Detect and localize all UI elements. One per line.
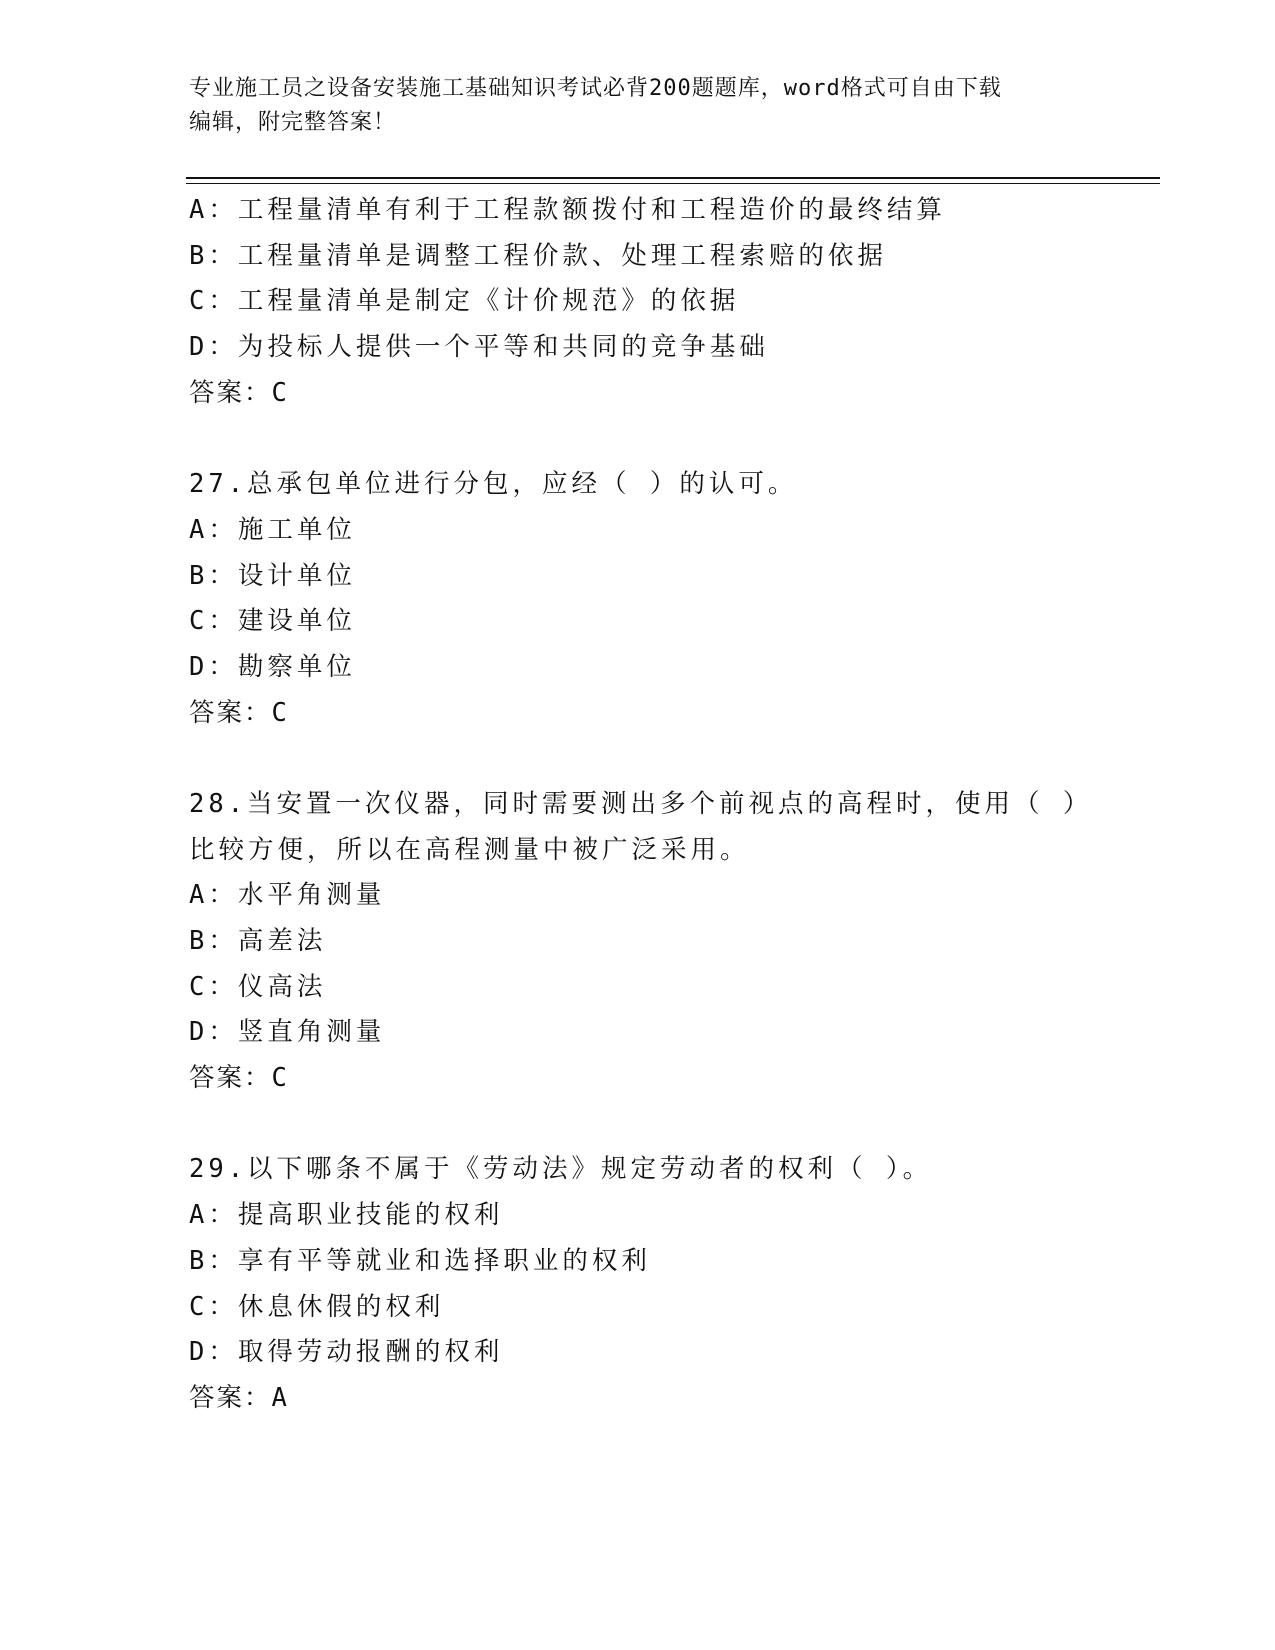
question-stem-line-2: 比较方便，所以在高程测量中被广泛采用。 bbox=[189, 834, 750, 865]
option-d: D：竖直角测量 bbox=[189, 1017, 386, 1048]
option-c: C：休息休假的权利 bbox=[189, 1291, 445, 1322]
document-header bbox=[189, 72, 1089, 140]
answer-line bbox=[189, 1376, 1169, 1422]
header-divider-thick bbox=[186, 177, 1160, 179]
option-c: C：仪高法 bbox=[189, 971, 327, 1002]
header-divider-thin bbox=[186, 183, 1160, 184]
answer-value: C bbox=[271, 377, 289, 408]
spacer bbox=[189, 736, 1169, 782]
answer-line bbox=[189, 371, 1169, 417]
answer-label: 答案： bbox=[189, 1063, 272, 1094]
answer-value: C bbox=[271, 1063, 289, 1094]
answer-label: 答案： bbox=[189, 377, 272, 408]
option-a: A：工程量清单有利于工程款额拨付和工程造价的最终结算 bbox=[189, 195, 946, 225]
answer-line bbox=[189, 1056, 1169, 1102]
header-line-1: 专业施工员之设备安装施工基础知识考试必背200题题库，word格式可自由下载 bbox=[189, 76, 1002, 101]
option-a: A：提高职业技能的权利 bbox=[189, 1200, 504, 1231]
header-line-2: 编辑，附完整答案！ bbox=[189, 110, 397, 135]
answer-label: 答案： bbox=[189, 697, 272, 728]
question-28 bbox=[189, 782, 1169, 1102]
spacer bbox=[189, 1102, 1169, 1148]
option-d: D：取得劳动报酬的权利 bbox=[189, 1337, 504, 1368]
question-stem: 29.以下哪条不属于《劳动法》规定劳动者的权利（ ）。 bbox=[189, 1154, 933, 1185]
option-c: C：工程量清单是制定《计价规范》的依据 bbox=[189, 286, 740, 317]
answer-label: 答案： bbox=[189, 1382, 272, 1413]
option-b: B：工程量清单是调整工程价款、处理工程索赔的依据 bbox=[189, 240, 887, 271]
option-c: C：建设单位 bbox=[189, 606, 356, 637]
question-27 bbox=[189, 462, 1169, 736]
option-a: A：水平角测量 bbox=[189, 880, 386, 911]
answer-value: C bbox=[271, 697, 289, 728]
option-b: B：享有平等就业和选择职业的权利 bbox=[189, 1245, 651, 1276]
question-stem: 27.总承包单位进行分包，应经（ ）的认可。 bbox=[189, 469, 798, 500]
option-b: B：高差法 bbox=[189, 926, 327, 956]
option-b: B：设计单位 bbox=[189, 560, 356, 591]
option-d: D：为投标人提供一个平等和共同的竞争基础 bbox=[189, 332, 769, 363]
question-26 bbox=[189, 188, 1169, 416]
option-a: A：施工单位 bbox=[189, 514, 356, 545]
question-list bbox=[189, 188, 1169, 1422]
question-stem-line-1: 28.当安置一次仪器，同时需要测出多个前视点的高程时，使用（ ） bbox=[189, 788, 1093, 819]
answer-line bbox=[189, 691, 1169, 737]
option-d: D：勘察单位 bbox=[189, 651, 356, 682]
question-29 bbox=[189, 1147, 1169, 1421]
spacer bbox=[189, 416, 1169, 462]
answer-value: A bbox=[271, 1382, 289, 1413]
